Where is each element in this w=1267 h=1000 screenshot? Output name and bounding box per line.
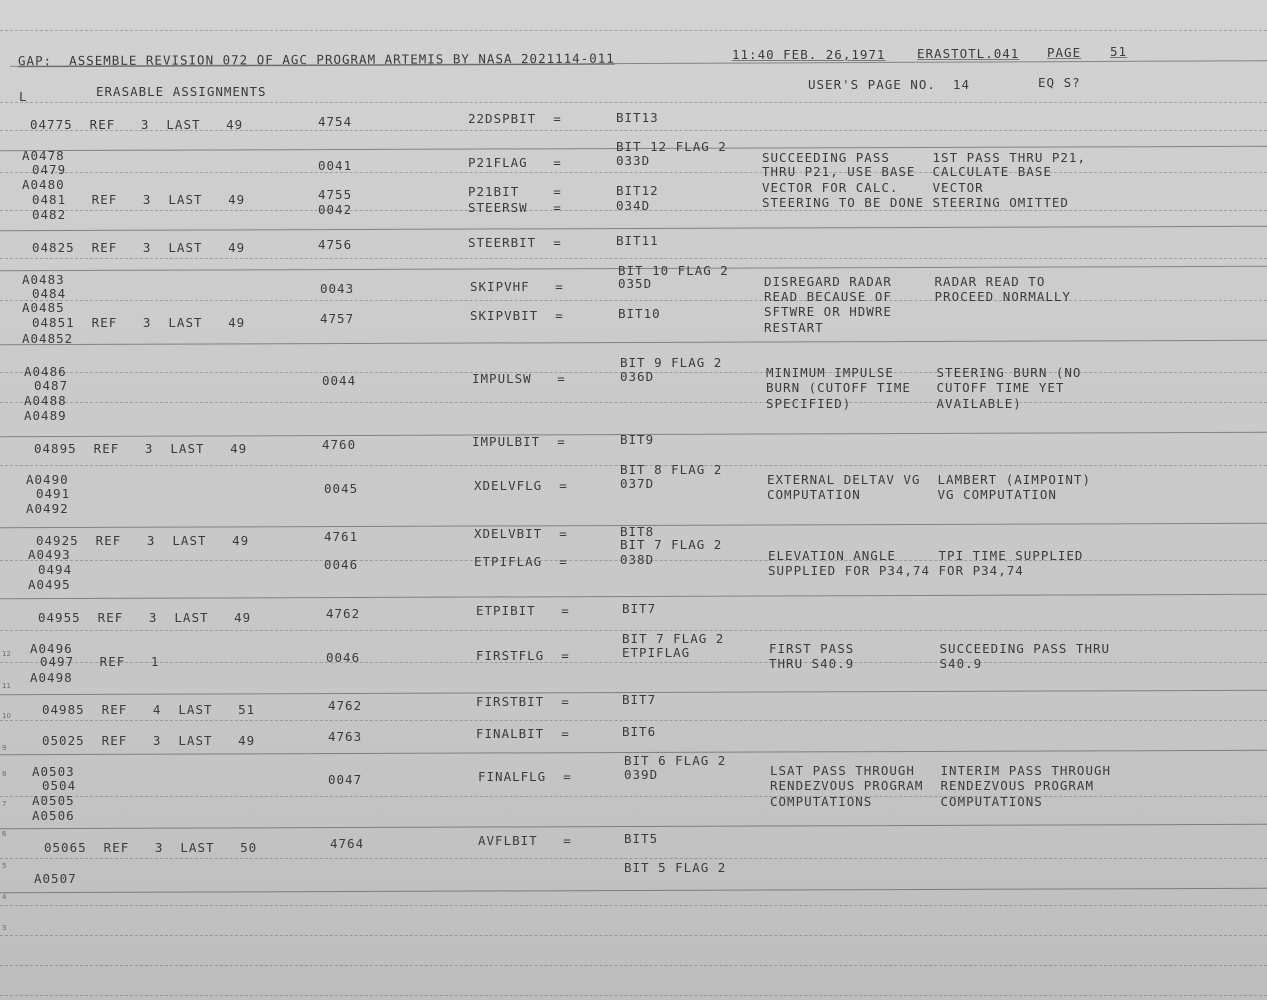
listing-line: P21BIT = [468, 184, 562, 199]
listing-line: LSAT PASS THROUGH INTERIM PASS THROUGH [770, 763, 1112, 778]
listing-line: COMPUTATION VG COMPUTATION [767, 487, 1057, 502]
listing-line: 4762 [328, 698, 363, 713]
listing-line: THRU P21, USE BASE CALCULATE BASE [762, 164, 1052, 179]
listing-line: ETPIFLAG [622, 645, 691, 660]
listing-line: BIT11 [616, 233, 659, 248]
listing-line: SPECIFIED) AVAILABLE) [766, 396, 1022, 411]
listing-line: 4761 [324, 529, 359, 544]
listing-line: A0480 [22, 177, 65, 192]
listing-line: BIT13 [616, 110, 659, 125]
listing-line: FIRST PASS SUCCEEDING PASS THRU [769, 641, 1111, 656]
listing-line: BURN (CUTOFF TIME CUTOFF TIME YET [766, 380, 1065, 395]
listing-line: 0491 [36, 486, 71, 501]
listing-line: 04851 REF 3 LAST 49 [32, 315, 246, 330]
listing-line: 035D [618, 276, 653, 291]
listing-line: READ BECAUSE OF PROCEED NORMALLY [764, 289, 1071, 304]
eq-s-marker: EQ S? [1038, 75, 1081, 90]
listing-line: COMPUTATIONS COMPUTATIONS [770, 794, 1043, 809]
listing-line: BIT 7 FLAG 2 [622, 631, 725, 646]
listing-line: 0497 REF 1 [40, 654, 160, 669]
listing-line: FINALFLG = [478, 769, 572, 784]
listing-line: XDELVFLG = [474, 478, 568, 493]
rule-line [0, 824, 1267, 829]
listing-line: 04925 REF 3 LAST 49 [36, 533, 250, 548]
listing-line: 0042 [318, 202, 353, 217]
listing-line: 0504 [42, 778, 77, 793]
listing-line: 04825 REF 3 LAST 49 [32, 240, 246, 255]
listing-line: SKIPVBIT = [470, 308, 564, 323]
listing-line: SFTWRE OR HDWRE [764, 304, 892, 319]
rule-line [0, 102, 1267, 103]
listing-line: 4764 [330, 836, 365, 851]
listing-line: EXTERNAL DELTAV VG LAMBERT (AIMPOINT) [767, 472, 1091, 487]
l-marker: L [19, 89, 28, 104]
listing-line: 0479 [32, 162, 67, 177]
listing-line: P21FLAG = [468, 155, 562, 170]
listing-timestamp: 11:40 FEB. 26,1971 [732, 47, 886, 62]
listing-line: 0046 [324, 557, 359, 572]
listing-line: BIT 5 FLAG 2 [624, 860, 727, 875]
listing-line: 4756 [318, 237, 353, 252]
rule-line [0, 796, 1267, 797]
listing-line: 0484 [32, 286, 67, 301]
page-number: 51 [1110, 44, 1128, 59]
listing-line: BIT10 [618, 306, 661, 321]
listing-line: SUPPLIED FOR P34,74 FOR P34,74 [768, 563, 1024, 578]
margin-mark: 9 [2, 744, 7, 752]
listing-line: 4763 [328, 729, 363, 744]
listing-line: 0047 [328, 772, 363, 787]
rule-line [0, 888, 1267, 893]
users-page-number: USER'S PAGE NO. 14 [808, 77, 970, 92]
rule-line [0, 258, 1267, 259]
listing-line: STEERING TO BE DONE STEERING OMITTED [762, 195, 1069, 210]
listing-line: A0493 [28, 547, 71, 562]
listing-line: 04775 REF 3 LAST 49 [30, 117, 244, 132]
listing-line: A0486 [24, 364, 67, 379]
listing-line: A0503 [32, 764, 75, 779]
listing-line: RESTART [764, 320, 824, 335]
listing-line: A0505 [32, 793, 75, 808]
listing-line: 22DSPBIT = [468, 111, 562, 126]
rule-line [0, 226, 1267, 231]
listing-line: BIT 8 FLAG 2 [620, 462, 723, 477]
rule-line [0, 995, 1267, 996]
listing-line: 05065 REF 3 LAST 50 [44, 840, 258, 855]
listing-line: 0481 REF 3 LAST 49 [32, 192, 246, 207]
margin-mark: 7 [2, 800, 7, 808]
margin-mark: 8 [2, 770, 7, 778]
listing-line: DISREGARD RADAR RADAR READ TO [764, 274, 1046, 289]
listing-line: BIT6 [622, 724, 657, 739]
listing-line: 4757 [320, 311, 355, 326]
listing-line: A0506 [32, 808, 75, 823]
listing-line: BIT 9 FLAG 2 [620, 355, 723, 370]
listing-line: BIT 6 FLAG 2 [624, 753, 727, 768]
listing-line: 05025 REF 3 LAST 49 [42, 733, 256, 748]
rule-line [0, 720, 1267, 721]
margin-mark: 11 [2, 682, 11, 690]
listing-line: 0043 [320, 281, 355, 296]
rule-line [0, 340, 1267, 345]
listing-line: BIT7 [622, 601, 657, 616]
listing-line: BIT7 [622, 692, 657, 707]
listing-line: BIT 10 FLAG 2 [618, 263, 729, 278]
rule-line [0, 858, 1267, 859]
listing-line: A0485 [22, 300, 65, 315]
listing-line: MINIMUM IMPULSE STEERING BURN (NO [766, 365, 1082, 380]
margin-mark: 4 [2, 893, 7, 901]
margin-mark: 5 [2, 862, 7, 870]
listing-line: BIT5 [624, 831, 659, 846]
rule-line [0, 905, 1267, 906]
listing-line: A0492 [26, 501, 69, 516]
listing-line: ETPIBIT = [476, 603, 570, 618]
margin-mark: 12 [2, 650, 11, 658]
listing-line: 0482 [32, 207, 67, 222]
listing-line: 4760 [322, 437, 357, 452]
listing-line: 038D [620, 552, 655, 567]
listing-line: IMPULSW = [472, 371, 566, 386]
listing-line: FINALBIT = [476, 726, 570, 741]
margin-mark: 10 [2, 712, 11, 720]
rule-line [0, 300, 1267, 301]
listing-line: A0489 [24, 408, 67, 423]
listing-line: 04985 REF 4 LAST 51 [42, 702, 256, 717]
listing-line: 04895 REF 3 LAST 49 [34, 441, 248, 456]
listing-line: BIT8 [620, 524, 655, 539]
listing-line: A0488 [24, 393, 67, 408]
listing-line: SKIPVHF = [470, 279, 564, 294]
listing-line: A04852 [22, 331, 74, 346]
listing-line: FIRSTBIT = [476, 694, 570, 709]
listing-line: 039D [624, 767, 659, 782]
listing-line: AVFLBIT = [478, 833, 572, 848]
listing-line: 0487 [34, 378, 69, 393]
listing-line: 04955 REF 3 LAST 49 [38, 610, 252, 625]
listing-file: ERASTOTL.041 [917, 46, 1020, 61]
listing-line: A0490 [26, 472, 69, 487]
listing-line: SUCCEEDING PASS 1ST PASS THRU P21, [762, 150, 1086, 165]
rule-line [0, 662, 1267, 663]
listing-line: ETPIFLAG = [474, 554, 568, 569]
listing-line: XDELVBIT = [474, 526, 568, 541]
rule-line [0, 30, 1267, 31]
listing-line: 033D [616, 153, 651, 168]
page-label: PAGE [1047, 45, 1082, 60]
rule-line [0, 965, 1267, 966]
margin-mark: 3 [2, 924, 7, 932]
listing-line: IMPULBIT = [472, 434, 566, 449]
rule-line [0, 594, 1267, 599]
listing-line: BIT 7 FLAG 2 [620, 537, 723, 552]
listing-line: BIT9 [620, 432, 655, 447]
margin-mark: 6 [2, 830, 7, 838]
listing-line: 0045 [324, 481, 359, 496]
listing-line: A0507 [34, 871, 77, 886]
listing-line: THRU S40.9 S40.9 [769, 656, 983, 671]
listing-line: 034D [616, 198, 651, 213]
listing-line: BIT12 [616, 183, 659, 198]
listing-line: 037D [620, 476, 655, 491]
rule-line [0, 935, 1267, 936]
listing-line: 0046 [326, 650, 361, 665]
listing-line: 036D [620, 369, 655, 384]
listing-line: 0044 [322, 373, 357, 388]
listing-title: GAP: ASSEMBLE REVISION 072 OF AGC PROGRAM ARTEMIS BY NASA 2021114-011 [17, 50, 615, 69]
listing-line: 4754 [318, 114, 353, 129]
listing-line: STEERBIT = [468, 235, 562, 250]
listing-line: 0494 [38, 562, 73, 577]
listing-line: ELEVATION ANGLE TPI TIME SUPPLIED [768, 548, 1084, 563]
rule-line [0, 402, 1267, 403]
listing-line: 4762 [326, 606, 361, 621]
listing-line: 0041 [318, 158, 353, 173]
listing-line: A0496 [30, 641, 73, 656]
listing-line: BIT 12 FLAG 2 [616, 139, 727, 154]
listing-line: VECTOR FOR CALC. VECTOR [762, 180, 984, 195]
listing-line: FIRSTFLG = [476, 648, 570, 663]
listing-line: A0483 [22, 272, 65, 287]
listing-line: A0495 [28, 577, 71, 592]
section-heading: ERASABLE ASSIGNMENTS [96, 84, 267, 99]
listing-line: RENDEZVOUS PROGRAM RENDEZVOUS PROGRAM [770, 778, 1094, 793]
rule-line [0, 172, 1267, 173]
listing-line: A0478 [22, 148, 65, 163]
listing-line: A0498 [30, 670, 73, 685]
listing-line: STEERSW = [468, 200, 562, 215]
listing-line: 4755 [318, 187, 353, 202]
